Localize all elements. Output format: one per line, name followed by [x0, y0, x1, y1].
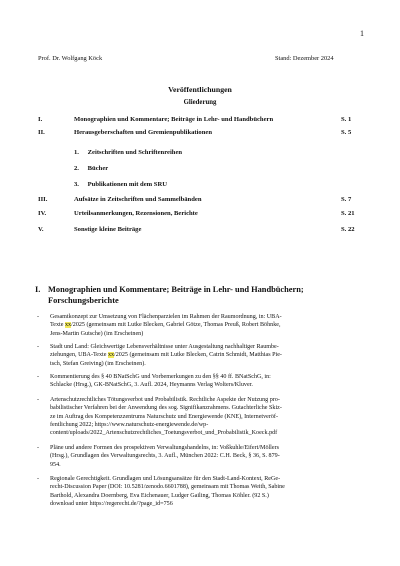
toc-subitem	[74, 149, 182, 156]
toc-page: S. 22	[341, 226, 355, 233]
entry-line	[50, 429, 368, 437]
entry-text-run: Schlacke (Hrsg.), GK-BNatSchG, 3. Aufl. 2024, Heymanns Verlag Wolters/Kluver.	[50, 382, 253, 389]
entry-text	[50, 444, 368, 469]
entry-text-run: /2025 (gemeinsam mit Lutke Blecken, Catrin Schmidt, Matthias Pie-	[114, 352, 282, 359]
section-title-line: Monographien und Kommentare; Beiträge in Lehr- und Handbüchern;	[48, 285, 304, 294]
entry-text-run: Kommentierung des § 40 BNatSchG und Vorbemerkungen zu den §§ 40 ff. BNatSchG, in:	[50, 374, 271, 380]
page-number: 1	[360, 29, 364, 38]
toc-subitem-number: 3.	[74, 181, 79, 188]
entry-line	[50, 360, 368, 368]
section-title-line: Forschungsberichte	[48, 296, 119, 305]
entry-line	[50, 321, 368, 329]
toc-label: Herausgeberschaften und Gremienpublikationen	[74, 129, 212, 136]
highlighted-placeholder: xx	[64, 322, 72, 329]
toc-label: Sonstige kleine Beiträge	[74, 226, 142, 233]
entry-text-run: 954.	[50, 461, 61, 468]
entry-line	[50, 492, 368, 500]
entry-line	[50, 343, 368, 351]
toc-page: S. 7	[341, 196, 352, 203]
entry-text-run: Jens-Martin Gutsche) (im Erscheinen)	[50, 330, 144, 337]
entry-text-run: Regionale Gerechtigkeit. Grundlagen und Lösungsansätze für den Stadt-Land-Kontext, ReGe-	[50, 476, 281, 482]
toc-subitem	[74, 181, 167, 188]
header-date: Stand: Dezember 2024	[275, 55, 334, 62]
toc-subitem-number: 1.	[74, 149, 79, 156]
toc-page: S. 5	[341, 129, 352, 136]
section-title	[48, 284, 378, 306]
list-dash: -	[37, 344, 40, 350]
toc-label: Urteilsanmerkungen, Rezensionen, Berichte	[74, 210, 198, 217]
entry-text	[50, 373, 368, 390]
toc-label: Aufsätze in Zeitschriften und Sammelbänden	[74, 196, 202, 203]
entry-text-run: ze im Auftrag des Kompetenzzentrums Naturschutz und Energiewende (KNE), Internetveröf-	[50, 413, 278, 420]
entry-line	[50, 452, 368, 460]
entry-text-run: download unter https://regerecht.de/?page_id=756	[50, 500, 173, 507]
toc-number: IV.	[38, 210, 47, 217]
entry-text-run: recht-Discussion Paper (DOI: 10.5281/zenodo.6601788), gemeinsam mit Thomas Weith, Sabine	[50, 484, 285, 491]
toc-subitem	[74, 165, 108, 172]
entry-line	[50, 475, 368, 483]
entry-text-run: Pläne und andere Formen des prospektiven Verwaltungshandelns, in: Voßkuhle/Eifert/Möllers	[50, 445, 279, 451]
document-title: Veröffentlichungen	[168, 85, 232, 94]
list-dash: -	[37, 445, 40, 451]
entry-text-run: Artenschutzrechtliches Tötungsverbot und Probabilistik. Rechtliche Aspekte der Nutzung pro-	[50, 397, 280, 403]
entry-line	[50, 330, 368, 338]
entry-text-run: content/uploads/2022_Artenschutzrechtliches_Toetungsverbot_und_Probabilistik_Koeck.pdf	[50, 430, 278, 437]
entry-line	[50, 313, 368, 321]
toc-number: I.	[38, 116, 43, 123]
entry-line	[50, 404, 368, 412]
entry-text	[50, 475, 368, 508]
highlighted-placeholder: xx	[107, 352, 115, 359]
entry-line	[50, 413, 368, 421]
header-author: Prof. Dr. Wolfgang Köck	[38, 55, 103, 62]
entry-line	[50, 483, 368, 491]
toc-number: II.	[38, 129, 45, 136]
entry-text	[50, 313, 368, 338]
entry-text-run: Texte	[50, 322, 65, 329]
entry-text-run: /2025 (gemeinsam mit Lutke Blecken, Gabriel Götze, Thomas Preuß, Robert Böhnke,	[71, 322, 281, 329]
toc-page: S. 1	[341, 116, 352, 123]
toc-subitem-label: Publikationen mit dem SRU	[87, 181, 167, 188]
toc-subitem-label: Zeitschriften und Schriftenreihen	[87, 149, 183, 156]
toc-subitem-number: 2.	[74, 165, 79, 172]
entry-text-run: (Hrsg.), Grundlagen des Verwaltungsrechts, 3. Aufl., München 2022: C.H. Beck, § 36, S. 879-	[50, 453, 280, 460]
entry-text-run: fentlichung 2022; https://www.naturschutz-energiewende.de/wp-	[50, 421, 209, 428]
entry-line	[50, 396, 368, 404]
entry-text-run: Barthold, Alexandra Doernberg, Eva Eichenauer, Ludger Gailing, Thomas Köhler. (92 S.)	[50, 492, 269, 499]
entry-line	[50, 373, 368, 381]
toc-page: S. 21	[341, 210, 355, 217]
toc-number: V.	[38, 226, 44, 233]
document-subtitle: Gliederung	[183, 99, 217, 106]
entry-line	[50, 351, 368, 359]
list-dash: -	[37, 476, 40, 482]
list-dash: -	[37, 397, 40, 403]
entry-text-run: babilistischer Verfahren bei der Anwendung des sog. Signifikanzrahmens. Gutachterliche Skiz-	[50, 405, 282, 412]
entry-line	[50, 421, 368, 429]
entry-text-run: Gesamtkonzept zur Umsetzung von Flächenparzielen im Rahmen der Raumordnung, in: UBA-	[50, 314, 282, 320]
entry-line	[50, 461, 368, 469]
list-dash: -	[37, 374, 40, 380]
entry-text	[50, 396, 368, 437]
entry-text-run: Stadt und Land: Gleichwertige Lebensverhältnisse unter Ausgestaltung nachhaltiger Raumbe-	[50, 344, 279, 350]
entry-line	[50, 381, 368, 389]
entry-text-run: tsch, Stefan Greiving) (im Erscheinen).	[50, 360, 146, 367]
entry-text	[50, 343, 368, 368]
entry-line	[50, 500, 368, 508]
toc-subitem-label: Bücher	[87, 165, 109, 172]
section-number: I.	[35, 285, 41, 294]
entry-line	[50, 444, 368, 452]
entry-text-run: ziehungen, UBA-Texte	[50, 352, 108, 359]
toc-number: III.	[38, 196, 48, 203]
toc-label: Monographien und Kommentare; Beiträge in Lehr- und Handbüchern	[74, 116, 274, 123]
list-dash: -	[37, 314, 40, 320]
